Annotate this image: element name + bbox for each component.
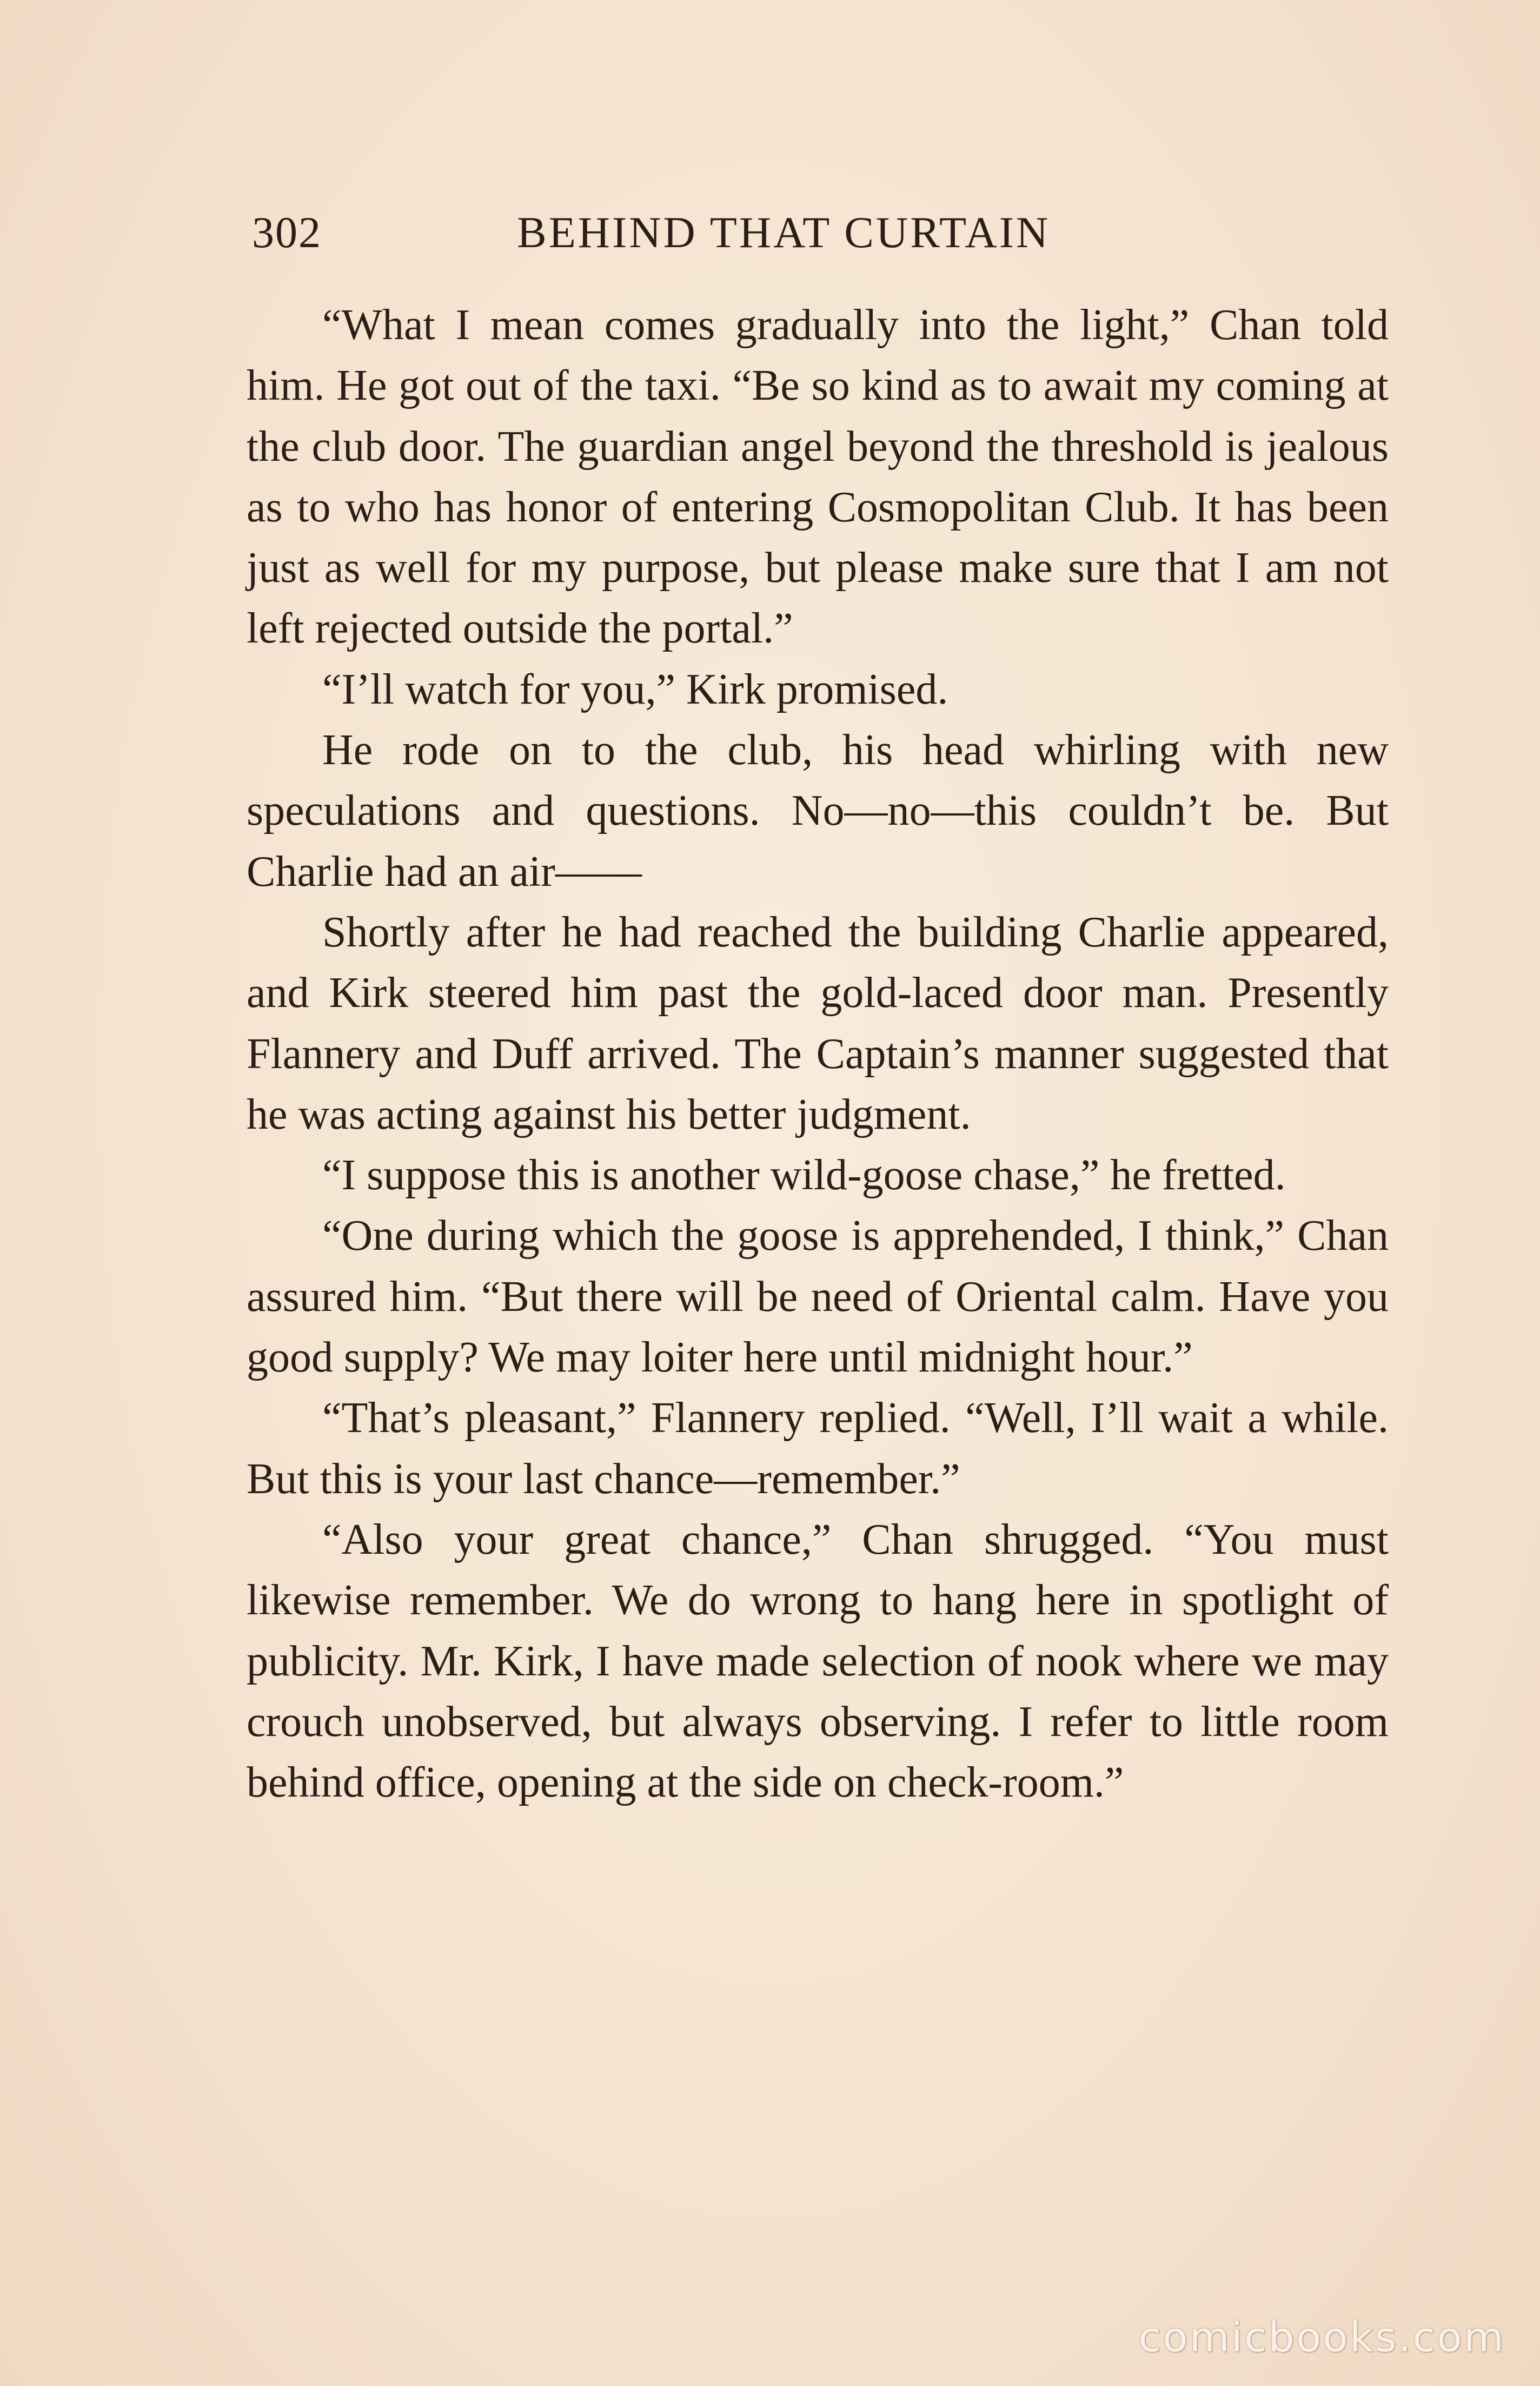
paragraph: “I suppose this is another wild-goose chase,” he fretted. [322, 1151, 1286, 1199]
paragraph: Shortly after he had reached the building Charlie appeared, and Kirk steered him past the gold-laced door man. Presently Flannery and Duff arrived. The Captain’s manner suggested that he was acting against his better judgment. [247, 908, 1389, 1138]
page-number: 302 [252, 208, 322, 257]
paragraph: “That’s pleasant,” Flannery replied. “Well, I’ll wait a while. But this is your last chance—remember.” [247, 1394, 1389, 1503]
running-head [252, 200, 1133, 265]
watermark: comicbooks.com [1138, 2313, 1505, 2361]
paragraph: He rode on to the club, his head whirling with new speculations and questions. No—no—this couldn’t be. But Charlie had an air—— [247, 726, 1389, 896]
paragraph: “Also your great chance,” Chan shrugged. “You must likewise remember. We do wrong to hang here in spotlight of publicity. Mr. Kirk, I have made selection of nook where we may crouch unobserved, but always observing. I refer to little room behind office, opening at the side on check-room.” [247, 1515, 1389, 1807]
book-title: BEHIND THAT CURTAIN [517, 208, 1051, 257]
paragraph: “What I mean comes gradually into the light,” Chan told him. He got out of the taxi. “Be so kind as to await my coming at the club door. The guardian angel beyond the threshold is jealous as to who has honor of entering Cosmopolitan Club. It has been just as well for my purpose, but please make sure that I am not left rejected outside the portal.” [247, 301, 1389, 653]
paragraph: “One during which the goose is apprehended, I think,” Chan assured him. “But there will be need of Oriental calm. Have you good supply? We may loiter here until midnight hour.” [247, 1212, 1389, 1382]
body-text [247, 295, 1389, 1813]
paragraph: “I’ll watch for you,” Kirk promised. [322, 665, 948, 713]
